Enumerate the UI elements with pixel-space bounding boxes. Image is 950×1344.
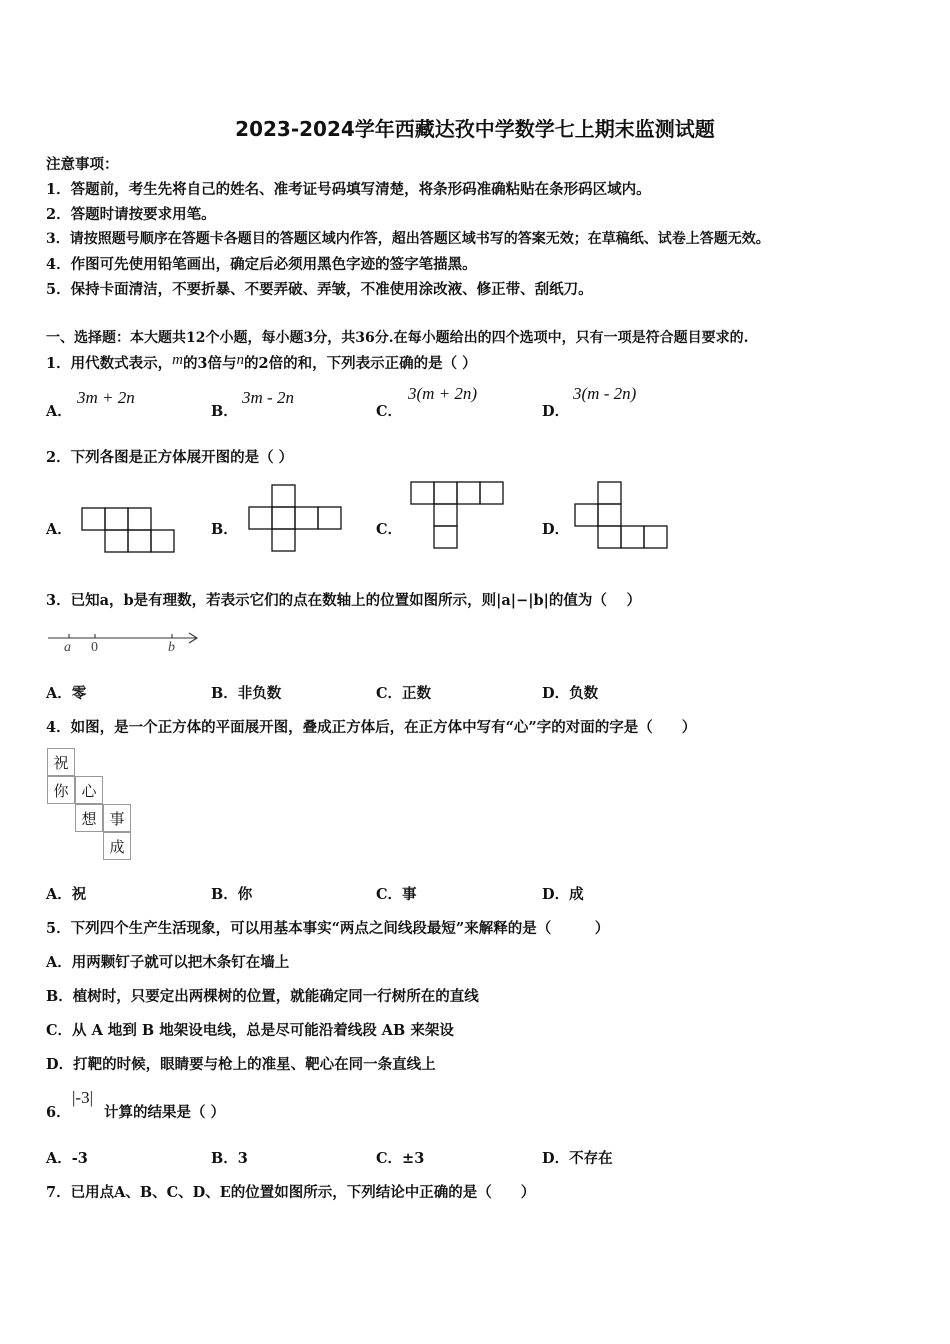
- q1-option-d-expr: 3(m - 2n): [573, 384, 637, 403]
- net-cell: 成: [103, 832, 131, 860]
- q1-option-b-expr: 3m - 2n: [242, 388, 294, 407]
- q2-option-d-label: D．: [542, 521, 570, 538]
- q1-stem-a: 1．用代数式表示，: [46, 355, 173, 372]
- q5-option-a: A．用两颗钉子就可以把木条钉在墙上: [46, 954, 290, 971]
- notice-item: 4．作图可先使用铅笔画出，确定后必须用黑色字迹的签字笔描黑。: [46, 256, 477, 273]
- q2-option-b-label: B．: [211, 521, 238, 538]
- axis-label-a: a: [64, 640, 71, 655]
- q2-net-b: [249, 485, 341, 553]
- q3-option-d: [542, 682, 598, 703]
- q1-option-a-label: A．: [46, 403, 72, 420]
- q2-net-a: [82, 508, 174, 554]
- notice-item: 5．保持卡面清洁，不要折暴、不要弄破、弄皱，不准使用涂改液、修正带、刮纸刀。: [46, 281, 593, 298]
- q4-option-d-text: 成: [569, 886, 584, 903]
- net-cell: 祝: [47, 748, 75, 776]
- q2-option-c-label: C．: [376, 521, 403, 538]
- q2-net-d: [575, 482, 667, 550]
- q2-net-c: [411, 482, 503, 550]
- q3-option-c: [376, 682, 431, 703]
- notice-item: 1．答题前，考生先将自己的姓名、准考证号码填写清楚，将条形码准确粘贴在条形码区域内。: [46, 181, 651, 198]
- q3-option-c-label: C．: [376, 685, 403, 702]
- q1-option-c-label: C．: [376, 403, 403, 420]
- q1-stem-c: 的2倍的和，下列表示正确的是（ ）: [244, 355, 477, 372]
- q6-option-c: [376, 1147, 424, 1168]
- q3-option-a-label: A．: [46, 685, 72, 702]
- q3-option-b: [211, 682, 281, 703]
- q6-expression: |-3|: [72, 1088, 93, 1107]
- q6-option-b-text: 3: [237, 1150, 248, 1167]
- q3-option-b-label: B．: [211, 685, 238, 702]
- question-5-stem: 5．下列四个生产生活现象，可以用基本事实“两点之间线段最短”来解释的是（ ）: [46, 920, 610, 937]
- q1-option-c-expr: 3(m + 2n): [408, 384, 478, 403]
- section-heading: 一、选择题：本大题共12个小题，每小题3分，共36分.在每小题给出的四个选项中，只有一项是符合题目要求的.: [46, 330, 749, 346]
- q5-option-c: C．从 A 地到 B 地架设电线，总是尽可能沿着线段 AB 来架设: [46, 1022, 454, 1039]
- notice-item: 2．答题时请按要求用笔。: [46, 206, 216, 223]
- q5-option-b: B．植树时，只要定出两棵树的位置，就能确定同一行树所在的直线: [46, 988, 479, 1005]
- q6-stem: 计算的结果是（ ）: [104, 1104, 226, 1121]
- q1-stem-b: 的3倍与: [182, 355, 237, 372]
- q1-option-d-label: D．: [542, 403, 570, 420]
- q4-option-b-label: B．: [211, 886, 238, 903]
- q5-option-d: D．打靶的时候，眼睛要与枪上的准星、靶心在同一条直线上: [46, 1056, 436, 1073]
- q1-var-m: m: [172, 352, 183, 368]
- q3-option-a-text: 零: [71, 685, 87, 702]
- question-4-stem: 4．如图，是一个正方体的平面展开图，叠成正方体后，在正方体中写有“心”字的对面的字是（ ）: [46, 719, 697, 736]
- q4-option-b: [211, 883, 252, 904]
- q3-option-c-text: 正数: [402, 685, 432, 702]
- question-2-stem: 2．下列各图是正方体展开图的是（ ）: [46, 449, 294, 466]
- question-3-stem: 3．已知a，b是有理数，若表示它们的点在数轴上的位置如图所示，则|a|−|b|的值为（ ）: [46, 592, 641, 609]
- question-1-stem: [46, 352, 477, 373]
- q6-option-a: [46, 1147, 88, 1168]
- axis-label-zero: 0: [91, 640, 98, 655]
- q3-option-b-text: 非负数: [237, 685, 282, 702]
- question-7-stem: 7．已用点A、B、C、D、E的位置如图所示，下列结论中正确的是（ ）: [46, 1184, 536, 1201]
- q3-option-a: [46, 682, 86, 703]
- q4-option-d-label: D．: [542, 886, 570, 903]
- q6-option-b-label: B．: [211, 1150, 238, 1167]
- q3-option-d-label: D．: [542, 685, 570, 702]
- net-cell: 心: [75, 776, 103, 804]
- q4-option-b-text: 你: [237, 886, 253, 903]
- q4-option-c-label: C．: [376, 886, 403, 903]
- q6-option-a-text: -3: [71, 1150, 88, 1167]
- net-cell: 事: [103, 804, 131, 832]
- notice-item: 3．请按照题号顺序在答题卡各题目的答题区域内作答，超出答题区域书写的答案无效；在草稿纸、试卷上答题无效。: [46, 231, 770, 247]
- net-cell: 想: [75, 804, 103, 832]
- q1-option-b-label: B．: [211, 403, 238, 420]
- q4-option-a: [46, 883, 86, 904]
- q6-option-b: [211, 1147, 248, 1168]
- page-title: 2023-2024学年西藏达孜中学数学七上期末监测试题: [235, 117, 715, 141]
- q1-var-n: n: [236, 352, 245, 368]
- q4-option-a-label: A．: [46, 886, 72, 903]
- q3-option-d-text: 负数: [569, 685, 599, 702]
- q6-option-d-text: 不存在: [569, 1150, 613, 1167]
- q6-option-c-text: ±3: [402, 1150, 425, 1167]
- q4-option-a-text: 祝: [71, 886, 87, 903]
- q6-option-d: [542, 1147, 613, 1168]
- q4-option-d: [542, 883, 584, 904]
- q6-option-a-label: A．: [46, 1150, 72, 1167]
- q6-option-d-label: D．: [542, 1150, 570, 1167]
- q2-option-a-label: A．: [46, 521, 72, 538]
- notice-heading: 注意事项：: [46, 156, 119, 173]
- q6-number: 6．: [46, 1104, 71, 1121]
- axis-label-b: b: [168, 640, 175, 655]
- q6-option-c-label: C．: [376, 1150, 403, 1167]
- net-cell: 你: [47, 776, 75, 804]
- q4-option-c-text: 事: [402, 886, 417, 903]
- q1-option-a-expr: 3m + 2n: [77, 388, 135, 407]
- q4-option-c: [376, 883, 417, 904]
